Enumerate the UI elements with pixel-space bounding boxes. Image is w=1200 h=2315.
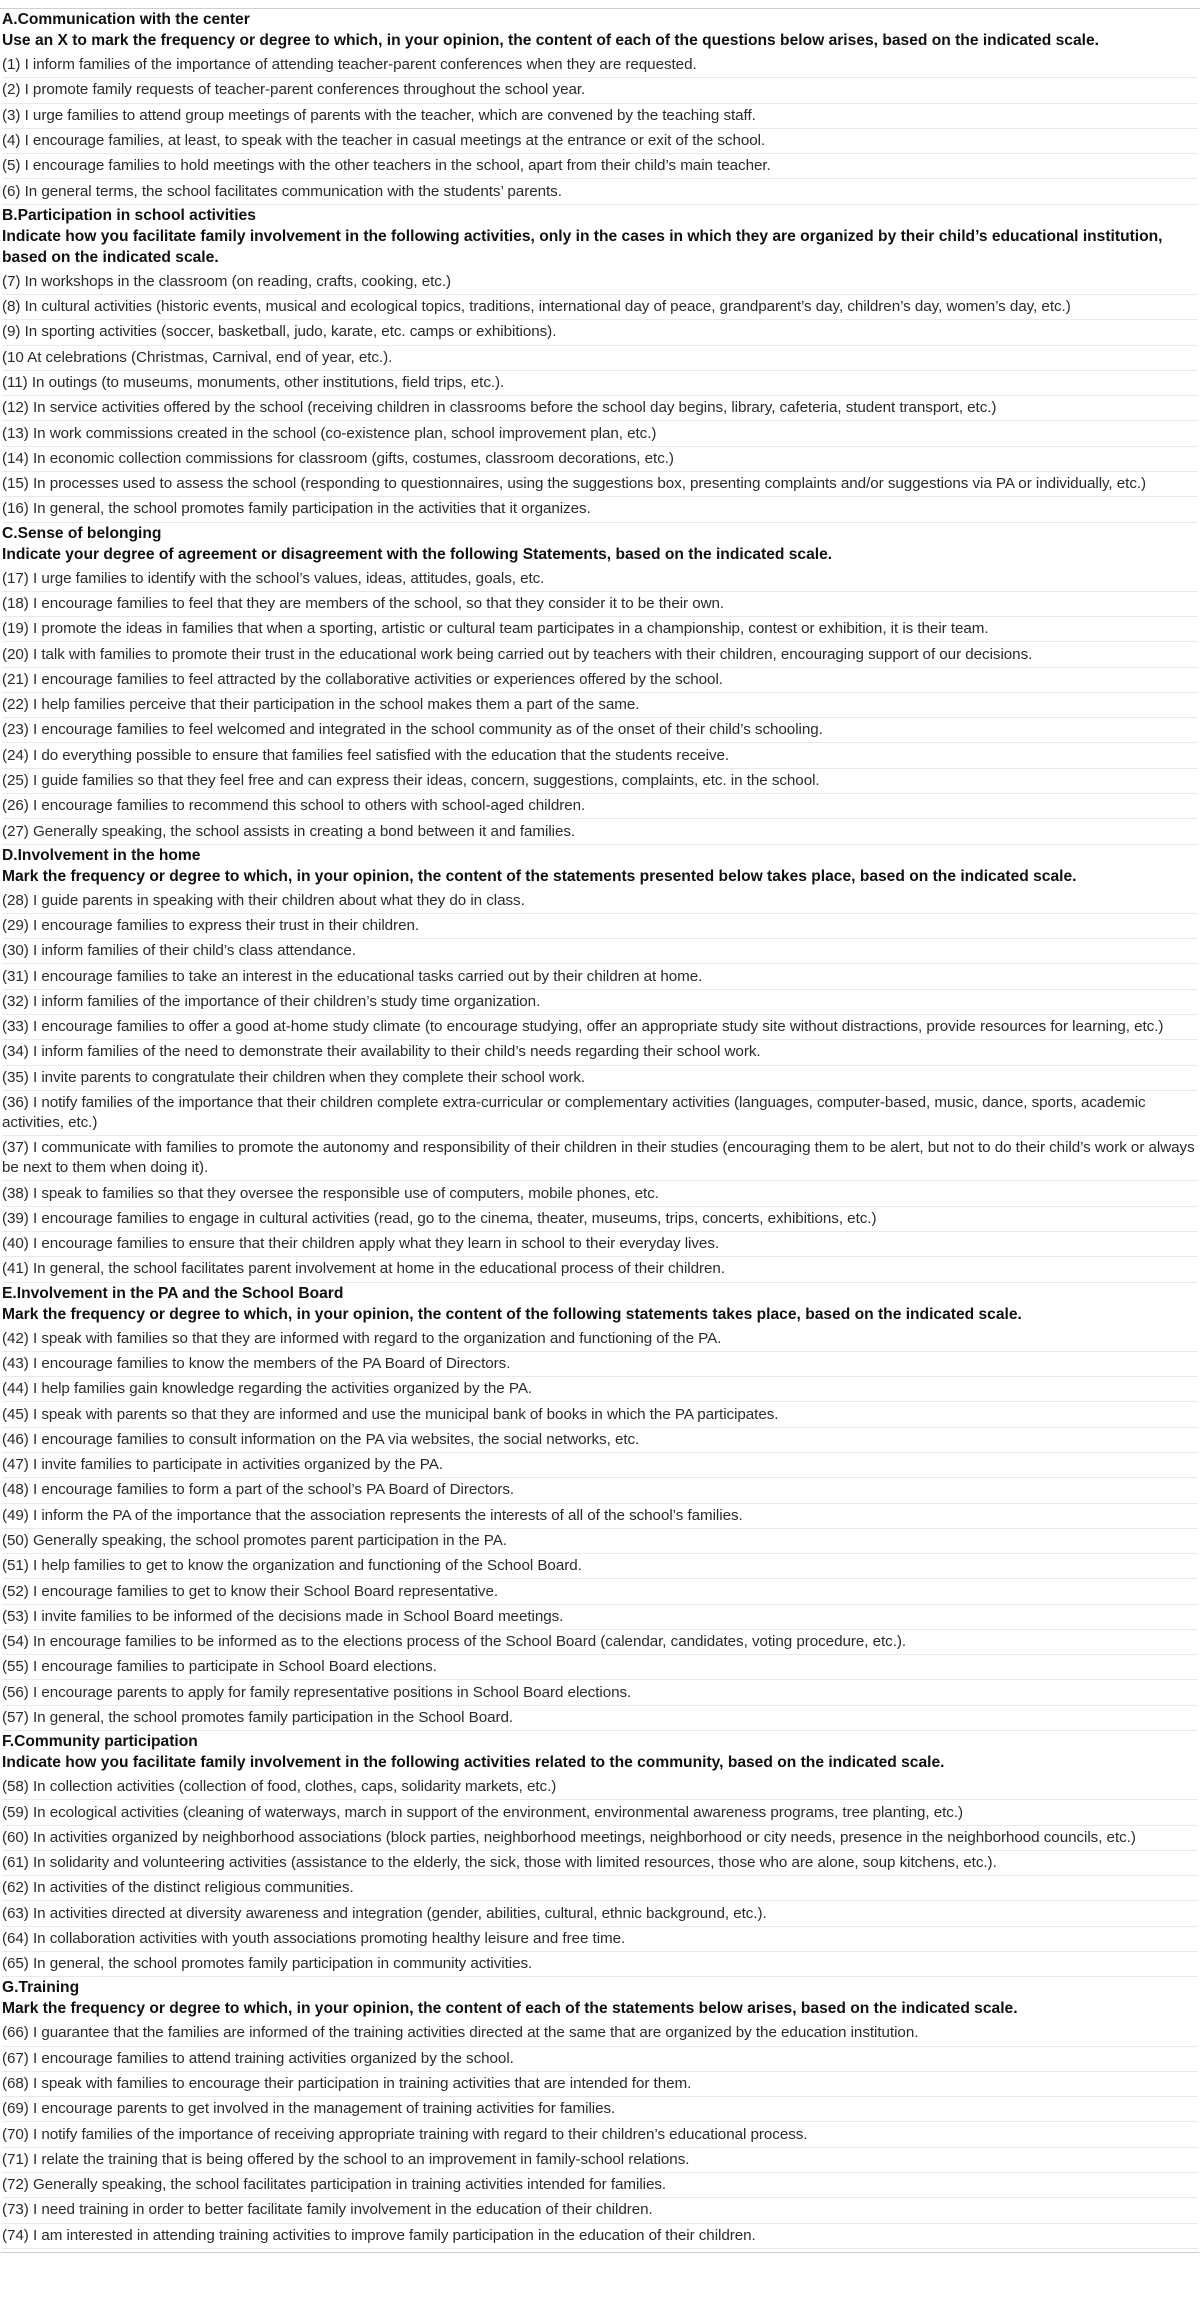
questionnaire-item: (59) In ecological activities (cleaning of waterways, march in support of the environment, environmental awareness programs, tree planting, etc.) <box>2 1800 1198 1825</box>
questionnaire-item: (27) Generally speaking, the school assists in creating a bond between it and families. <box>2 819 1198 844</box>
questionnaire-item: (26) I encourage families to recommend this school to others with school-aged children. <box>2 794 1198 819</box>
section-instruction: Indicate your degree of agreement or disagreement with the following Statements, based on the indicated scale. <box>2 545 833 563</box>
section-instruction: Indicate how you facilitate family involvement in the following activities related to the community, based on the indicated scale. <box>2 1754 945 1772</box>
questionnaire-item: (31) I encourage families to take an interest in the educational tasks carried out by their children at home. <box>2 964 1198 989</box>
questionnaire-item: (73) I need training in order to better facilitate family involvement in the education of their children. <box>2 2198 1198 2223</box>
questionnaire-item: (43) I encourage families to know the members of the PA Board of Directors. <box>2 1352 1198 1377</box>
questionnaire-item: (35) I invite parents to congratulate their children when they complete their school work. <box>2 1066 1198 1091</box>
item-list <box>2 567 1198 845</box>
item-list <box>2 2021 1198 2249</box>
questionnaire-item: (61) In solidarity and volunteering activities (assistance to the elderly, the sick, those with limited resources, those who are alone, soup kitchens, etc.). <box>2 1851 1198 1876</box>
section <box>2 845 1198 1283</box>
questionnaire-item: (11) In outings (to museums, monuments, other institutions, field trips, etc.). <box>2 371 1198 396</box>
questionnaire-document <box>0 8 1200 2315</box>
item-list <box>2 1775 1198 1977</box>
section <box>2 205 1198 523</box>
questionnaire-item: (23) I encourage families to feel welcomed and integrated in the school community as of the onset of their child’s schooling. <box>2 718 1198 743</box>
section-instruction: Use an X to mark the frequency or degree to which, in your opinion, the content of each of the questions below arises, based on the indicated scale. <box>2 32 1099 49</box>
questionnaire-item: (37) I communicate with families to promote the autonomy and responsibility of their children in their studies (encouraging them to be alert, but not to do their child’s work or always be next to them when doing it). <box>2 1136 1198 1181</box>
section-title: C.Sense of belonging <box>2 524 162 542</box>
questionnaire-item: (13) In work commissions created in the school (co-existence plan, school improvement plan, etc.) <box>2 421 1198 446</box>
questionnaire-item: (30) I inform families of their child’s class attendance. <box>2 939 1198 964</box>
questionnaire-item: (25) I guide families so that they feel free and can express their ideas, concern, suggestions, complaints, etc. in the school. <box>2 769 1198 794</box>
questionnaire-item: (57) In general, the school promotes family participation in the School Board. <box>2 1706 1198 1731</box>
questionnaire-item: (49) I inform the PA of the importance that the association represents the interests of all of the school’s families. <box>2 1504 1198 1529</box>
questionnaire-item: (62) In activities of the distinct religious communities. <box>2 1876 1198 1901</box>
questionnaire-item: (28) I guide parents in speaking with their children about what they do in class. <box>2 889 1198 914</box>
questionnaire-item: (71) I relate the training that is being offered by the school to an improvement in family-school relations. <box>2 2148 1198 2173</box>
item-list <box>2 53 1198 205</box>
questionnaire-item: (42) I speak with families so that they are informed with regard to the organization and functioning of the PA. <box>2 1327 1198 1352</box>
item-list <box>2 889 1198 1283</box>
questionnaire-item: (19) I promote the ideas in families that when a sporting, artistic or cultural team participates in a championship, contest or exhibition, it is their team. <box>2 617 1198 642</box>
questionnaire-item: (53) I invite families to be informed of the decisions made in School Board meetings. <box>2 1605 1198 1630</box>
questionnaire-item: (18) I encourage families to feel that they are members of the school, so that they consider it to be their own. <box>2 592 1198 617</box>
section-instruction: Mark the frequency or degree to which, in your opinion, the content of the statements presented below takes place, based on the indicated scale. <box>2 867 1077 885</box>
questionnaire-item: (15) In processes used to assess the school (responding to questionnaires, using the suggestions box, presenting complaints and/or suggestions via PA or individually, etc.) <box>2 472 1198 497</box>
questionnaire-item: (10 At celebrations (Christmas, Carnival, end of year, etc.). <box>2 346 1198 371</box>
questionnaire-item: (34) I inform families of the need to demonstrate their availability to their child’s needs regarding their school work. <box>2 1040 1198 1065</box>
questionnaire-item: (48) I encourage families to form a part of the school’s PA Board of Directors. <box>2 1478 1198 1503</box>
questionnaire-item: (52) I encourage families to get to know their School Board representative. <box>2 1579 1198 1604</box>
section <box>2 1283 1198 1732</box>
section-title: B.Participation in school activities <box>2 206 256 224</box>
section-instruction: Indicate how you facilitate family involvement in the following activities, only in the cases in which they are organized by their child’s educational institution, based on the indicated scale. <box>2 227 1163 266</box>
questionnaire-item: (4) I encourage families, at least, to speak with the teacher in casual meetings at the entrance or exit of the school. <box>2 129 1198 154</box>
section-instruction: Mark the frequency or degree to which, in your opinion, the content of each of the statements below arises, based on the indicated scale. <box>2 2000 1018 2018</box>
questionnaire-item: (9) In sporting activities (soccer, basketball, judo, karate, etc. camps or exhibitions). <box>2 320 1198 345</box>
questionnaire-item: (32) I inform families of the importance of their children’s study time organization. <box>2 990 1198 1015</box>
questionnaire-item: (40) I encourage families to ensure that their children apply what they learn in school to their everyday lives. <box>2 1232 1198 1257</box>
questionnaire-item: (64) In collaboration activities with youth associations promoting healthy leisure and free time. <box>2 1927 1198 1952</box>
questionnaire-item: (33) I encourage families to offer a good at-home study climate (to encourage studying, offer an appropriate study site without distractions, provide resources for learning, etc.) <box>2 1015 1198 1040</box>
questionnaire-item: (47) I invite families to participate in activities organized by the PA. <box>2 1453 1198 1478</box>
bottom-rule <box>0 2252 1200 2253</box>
questionnaire-item: (54) In encourage families to be informed as to the elections process of the School Board (calendar, candidates, voting procedure, etc.). <box>2 1630 1198 1655</box>
section <box>2 1731 1198 1977</box>
questionnaire-table <box>0 9 1200 2249</box>
questionnaire-item: (63) In activities directed at diversity awareness and integration (gender, abilities, cultural, ethnic background, etc.). <box>2 1901 1198 1926</box>
questionnaire-item: (29) I encourage families to express their trust in their children. <box>2 914 1198 939</box>
questionnaire-item: (2) I promote family requests of teacher-parent conferences throughout the school year. <box>2 78 1198 103</box>
questionnaire-item: (72) Generally speaking, the school facilitates participation in training activities intended for families. <box>2 2173 1198 2198</box>
questionnaire-item: (3) I urge families to attend group meetings of parents with the teacher, which are convened by the teaching staff. <box>2 104 1198 129</box>
questionnaire-item: (12) In service activities offered by the school (receiving children in classrooms before the school day begins, library, cafeteria, student transport, etc.) <box>2 396 1198 421</box>
section-title: D.Involvement in the home <box>2 846 201 864</box>
questionnaire-item: (39) I encourage families to engage in cultural activities (read, go to the cinema, theater, museums, trips, concerts, exhibitions, etc.) <box>2 1207 1198 1232</box>
questionnaire-item: (56) I encourage parents to apply for family representative positions in School Board elections. <box>2 1680 1198 1705</box>
questionnaire-item: (66) I guarantee that the families are informed of the training activities directed at the same that are organized by the education institution. <box>2 2021 1198 2046</box>
questionnaire-item: (16) In general, the school promotes family participation in the activities that it organizes. <box>2 497 1198 522</box>
questionnaire-item: (46) I encourage families to consult information on the PA via websites, the social networks, etc. <box>2 1428 1198 1453</box>
section-title: G.Training <box>2 1979 80 1997</box>
section-title: E.Involvement in the PA and the School Board <box>2 1284 344 1302</box>
questionnaire-item: (38) I speak to families so that they oversee the responsible use of computers, mobile phones, etc. <box>2 1181 1198 1206</box>
questionnaire-item: (65) In general, the school promotes family participation in community activities. <box>2 1952 1198 1977</box>
questionnaire-item: (44) I help families gain knowledge regarding the activities organized by the PA. <box>2 1377 1198 1402</box>
questionnaire-item: (8) In cultural activities (historic events, musical and ecological topics, traditions, international day of peace, grandparent’s day, children’s day, women’s day, etc.) <box>2 295 1198 320</box>
questionnaire-item: (50) Generally speaking, the school promotes parent participation in the PA. <box>2 1529 1198 1554</box>
section <box>2 9 1198 205</box>
item-list <box>2 270 1198 523</box>
questionnaire-item: (17) I urge families to identify with the school’s values, ideas, attitudes, goals, etc. <box>2 567 1198 592</box>
questionnaire-item: (7) In workshops in the classroom (on reading, crafts, cooking, etc.) <box>2 270 1198 295</box>
section-instruction: Mark the frequency or degree to which, in your opinion, the content of the following statements takes place, based on the indicated scale. <box>2 1305 1022 1323</box>
questionnaire-item: (1) I inform families of the importance of attending teacher-parent conferences when they are requested. <box>2 53 1198 78</box>
questionnaire-item: (21) I encourage families to feel attracted by the collaborative activities or experiences offered by the school. <box>2 668 1198 693</box>
questionnaire-item: (69) I encourage parents to get involved in the management of training activities for families. <box>2 2097 1198 2122</box>
questionnaire-item: (68) I speak with families to encourage their participation in training activities that are intended for them. <box>2 2072 1198 2097</box>
questionnaire-item: (51) I help families to get to know the organization and functioning of the School Board. <box>2 1554 1198 1579</box>
section-title: A.Communication with the center <box>2 11 250 28</box>
item-list <box>2 1327 1198 1732</box>
questionnaire-item: (45) I speak with parents so that they are informed and use the municipal bank of books in which the PA participates. <box>2 1402 1198 1427</box>
questionnaire-item: (58) In collection activities (collection of food, clothes, caps, solidarity markets, etc.) <box>2 1775 1198 1800</box>
questionnaire-item: (41) In general, the school facilitates parent involvement at home in the educational process of their children. <box>2 1257 1198 1282</box>
questionnaire-item: (36) I notify families of the importance that their children complete extra-curricular or complementary activities (languages, computer-based, music, dance, sports, academic activities, etc.) <box>2 1091 1198 1136</box>
section <box>2 523 1198 845</box>
section-title: F.Community participation <box>2 1733 198 1751</box>
questionnaire-item: (60) In activities organized by neighborhood associations (block parties, neighborhood meetings, neighborhood or city needs, presence in the neighborhood councils, etc.) <box>2 1826 1198 1851</box>
section <box>2 1977 1198 2249</box>
questionnaire-item: (24) I do everything possible to ensure that families feel satisfied with the education that the students receive. <box>2 743 1198 768</box>
questionnaire-item: (20) I talk with families to promote their trust in the educational work being carried out by teachers with their children, encouraging support of our decisions. <box>2 642 1198 667</box>
questionnaire-item: (55) I encourage families to participate in School Board elections. <box>2 1655 1198 1680</box>
questionnaire-item: (5) I encourage families to hold meetings with the other teachers in the school, apart from their child’s main teacher. <box>2 154 1198 179</box>
questionnaire-item: (22) I help families perceive that their participation in the school makes them a part of the same. <box>2 693 1198 718</box>
questionnaire-item: (6) In general terms, the school facilitates communication with the students’ parents. <box>2 179 1198 204</box>
questionnaire-item: (70) I notify families of the importance of receiving appropriate training with regard to their children’s educational process. <box>2 2122 1198 2147</box>
questionnaire-item: (14) In economic collection commissions for classroom (gifts, costumes, classroom decorations, etc.) <box>2 447 1198 472</box>
questionnaire-item: (67) I encourage families to attend training activities organized by the school. <box>2 2047 1198 2072</box>
questionnaire-item: (74) I am interested in attending training activities to improve family participation in the education of their children. <box>2 2224 1198 2249</box>
